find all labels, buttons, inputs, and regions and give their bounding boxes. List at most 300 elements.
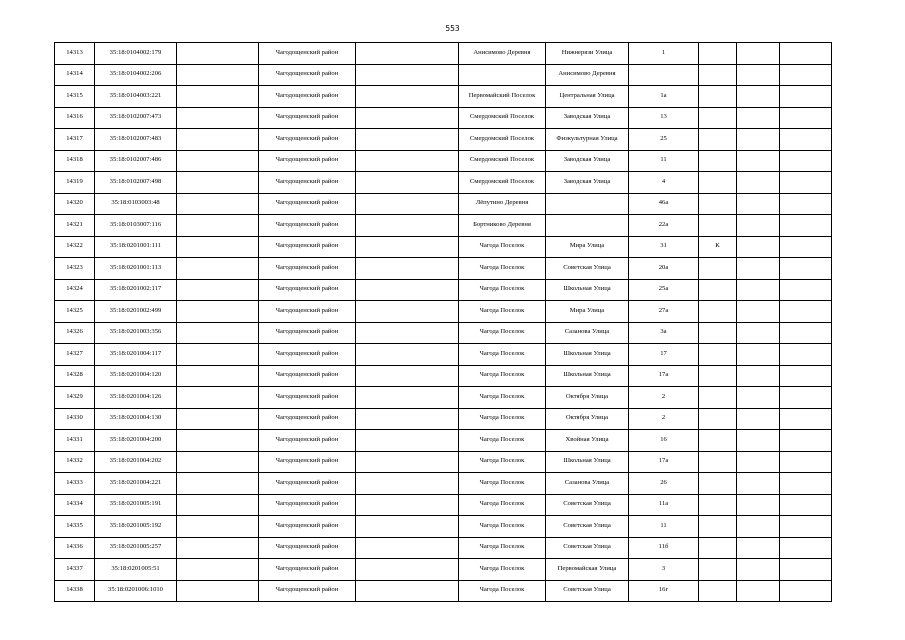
empty-cell xyxy=(356,516,459,538)
empty-cell xyxy=(177,43,259,65)
empty-cell xyxy=(356,451,459,473)
letter-cell xyxy=(699,494,737,516)
house-number-cell: 1 xyxy=(629,43,699,65)
record-number-cell: 14319 xyxy=(55,172,95,194)
street-cell: Советская Улица xyxy=(546,494,629,516)
empty-cell xyxy=(356,64,459,86)
street-cell: Заводская Улица xyxy=(546,107,629,129)
empty-cell xyxy=(780,215,832,237)
empty-cell xyxy=(737,473,780,495)
letter-cell xyxy=(699,516,737,538)
cadastral-number-cell: 35:18:0102007:498 xyxy=(95,172,177,194)
record-number-cell: 14327 xyxy=(55,344,95,366)
house-number-cell: 26 xyxy=(629,473,699,495)
record-number-cell: 14317 xyxy=(55,129,95,151)
empty-cell xyxy=(737,516,780,538)
empty-cell xyxy=(780,408,832,430)
empty-cell xyxy=(177,451,259,473)
cadastral-number-cell: 35:18:0102007:483 xyxy=(95,129,177,151)
empty-cell xyxy=(177,215,259,237)
house-number-cell: 16 xyxy=(629,430,699,452)
district-cell: Чагодощенский район xyxy=(259,537,356,559)
street-cell: Советская Улица xyxy=(546,580,629,602)
street-cell xyxy=(546,215,629,237)
district-cell: Чагодощенский район xyxy=(259,580,356,602)
empty-cell xyxy=(356,258,459,280)
district-cell: Чагодощенский район xyxy=(259,516,356,538)
table-row xyxy=(55,408,832,430)
empty-cell xyxy=(737,322,780,344)
table-row xyxy=(55,215,832,237)
empty-cell xyxy=(177,86,259,108)
letter-cell xyxy=(699,43,737,65)
letter-cell xyxy=(699,408,737,430)
record-number-cell: 14313 xyxy=(55,43,95,65)
house-number-cell: 3а xyxy=(629,322,699,344)
letter-cell xyxy=(699,193,737,215)
street-cell: Мира Улица xyxy=(546,301,629,323)
street-cell: Центральная Улица xyxy=(546,86,629,108)
street-cell: Анисимово Деревня xyxy=(546,64,629,86)
empty-cell xyxy=(737,279,780,301)
empty-cell xyxy=(737,559,780,581)
empty-cell xyxy=(356,236,459,258)
empty-cell xyxy=(737,172,780,194)
empty-cell xyxy=(780,172,832,194)
house-number-cell: 20а xyxy=(629,258,699,280)
empty-cell xyxy=(356,129,459,151)
district-cell: Чагодощенский район xyxy=(259,279,356,301)
settlement-cell: Смердомский Поселок xyxy=(459,150,546,172)
empty-cell xyxy=(356,559,459,581)
house-number-cell: 11б xyxy=(629,537,699,559)
empty-cell xyxy=(177,150,259,172)
table-row xyxy=(55,494,832,516)
street-cell: Первомайская Улица xyxy=(546,559,629,581)
empty-cell xyxy=(356,215,459,237)
record-number-cell: 14320 xyxy=(55,193,95,215)
house-number-cell: 17а xyxy=(629,451,699,473)
settlement-cell: Чагода Поселок xyxy=(459,537,546,559)
empty-cell xyxy=(780,430,832,452)
street-cell: Мира Улица xyxy=(546,236,629,258)
empty-cell xyxy=(737,236,780,258)
district-cell: Чагодощенский район xyxy=(259,129,356,151)
empty-cell xyxy=(780,236,832,258)
street-cell: Физкультурная Улица xyxy=(546,129,629,151)
empty-cell xyxy=(356,494,459,516)
district-cell: Чагодощенский район xyxy=(259,451,356,473)
settlement-cell: Смердомский Поселок xyxy=(459,129,546,151)
empty-cell xyxy=(177,430,259,452)
letter-cell xyxy=(699,473,737,495)
empty-cell xyxy=(356,279,459,301)
empty-cell xyxy=(356,301,459,323)
empty-cell xyxy=(356,43,459,65)
empty-cell xyxy=(177,365,259,387)
empty-cell xyxy=(356,430,459,452)
empty-cell xyxy=(737,301,780,323)
house-number-cell: 17 xyxy=(629,344,699,366)
empty-cell xyxy=(737,150,780,172)
letter-cell xyxy=(699,365,737,387)
street-cell: Заводская Улица xyxy=(546,172,629,194)
record-number-cell: 14321 xyxy=(55,215,95,237)
settlement-cell: Чагода Поселок xyxy=(459,494,546,516)
empty-cell xyxy=(780,559,832,581)
table-row xyxy=(55,236,832,258)
record-number-cell: 14314 xyxy=(55,64,95,86)
settlement-cell: Чагода Поселок xyxy=(459,322,546,344)
table-row xyxy=(55,43,832,65)
empty-cell xyxy=(356,193,459,215)
cadastral-number-cell: 35:18:0201006:1010 xyxy=(95,580,177,602)
letter-cell xyxy=(699,64,737,86)
cadastral-number-cell: 35:18:0201004:221 xyxy=(95,473,177,495)
letter-cell xyxy=(699,107,737,129)
empty-cell xyxy=(780,64,832,86)
letter-cell xyxy=(699,580,737,602)
cadastral-number-cell: 35:18:0104003:221 xyxy=(95,86,177,108)
empty-cell xyxy=(737,430,780,452)
empty-cell xyxy=(780,537,832,559)
settlement-cell: Чагода Поселок xyxy=(459,344,546,366)
house-number-cell: 46а xyxy=(629,193,699,215)
district-cell: Чагодощенский район xyxy=(259,365,356,387)
district-cell: Чагодощенский район xyxy=(259,344,356,366)
cadastral-number-cell: 35:18:0201004:117 xyxy=(95,344,177,366)
record-number-cell: 14326 xyxy=(55,322,95,344)
record-number-cell: 14333 xyxy=(55,473,95,495)
street-cell: Школьная Улица xyxy=(546,365,629,387)
settlement-cell: Чагода Поселок xyxy=(459,236,546,258)
empty-cell xyxy=(737,344,780,366)
letter-cell xyxy=(699,559,737,581)
district-cell: Чагодощенский район xyxy=(259,172,356,194)
house-number-cell: 27а xyxy=(629,301,699,323)
empty-cell xyxy=(737,387,780,409)
settlement-cell: Смердомский Поселок xyxy=(459,107,546,129)
empty-cell xyxy=(780,516,832,538)
record-number-cell: 14331 xyxy=(55,430,95,452)
district-cell: Чагодощенский район xyxy=(259,236,356,258)
empty-cell xyxy=(356,537,459,559)
house-number-cell: 11 xyxy=(629,150,699,172)
district-cell: Чагодощенский район xyxy=(259,150,356,172)
letter-cell xyxy=(699,322,737,344)
empty-cell xyxy=(356,86,459,108)
table-row xyxy=(55,580,832,602)
street-cell: Школьная Улица xyxy=(546,279,629,301)
district-cell: Чагодощенский район xyxy=(259,215,356,237)
settlement-cell: Чагода Поселок xyxy=(459,451,546,473)
street-cell: Хвойная Улица xyxy=(546,430,629,452)
empty-cell xyxy=(780,301,832,323)
table-row xyxy=(55,129,832,151)
registry-table xyxy=(54,42,832,602)
record-number-cell: 14324 xyxy=(55,279,95,301)
letter-cell xyxy=(699,301,737,323)
empty-cell xyxy=(780,322,832,344)
empty-cell xyxy=(356,580,459,602)
empty-cell xyxy=(177,258,259,280)
street-cell: Нижнерязи Улица xyxy=(546,43,629,65)
letter-cell xyxy=(699,150,737,172)
table-row xyxy=(55,537,832,559)
house-number-cell: 11 xyxy=(629,516,699,538)
district-cell: Чагодощенский район xyxy=(259,408,356,430)
letter-cell xyxy=(699,279,737,301)
table-row xyxy=(55,258,832,280)
empty-cell xyxy=(177,301,259,323)
empty-cell xyxy=(780,86,832,108)
cadastral-number-cell: 35:18:0201004:126 xyxy=(95,387,177,409)
record-number-cell: 14338 xyxy=(55,580,95,602)
settlement-cell: Смердомский Поселок xyxy=(459,172,546,194)
street-cell xyxy=(546,193,629,215)
record-number-cell: 14334 xyxy=(55,494,95,516)
settlement-cell: Чагода Поселок xyxy=(459,580,546,602)
street-cell: Школьная Улица xyxy=(546,451,629,473)
record-number-cell: 14336 xyxy=(55,537,95,559)
district-cell: Чагодощенский район xyxy=(259,430,356,452)
record-number-cell: 14335 xyxy=(55,516,95,538)
settlement-cell: Чагода Поселок xyxy=(459,387,546,409)
page-number: 553 xyxy=(445,24,460,33)
empty-cell xyxy=(737,494,780,516)
empty-cell xyxy=(737,537,780,559)
settlement-cell: Чагода Поселок xyxy=(459,408,546,430)
district-cell: Чагодощенский район xyxy=(259,494,356,516)
empty-cell xyxy=(737,365,780,387)
settlement-cell: Чагода Поселок xyxy=(459,559,546,581)
district-cell: Чагодощенский район xyxy=(259,86,356,108)
empty-cell xyxy=(737,107,780,129)
house-number-cell: 11а xyxy=(629,494,699,516)
empty-cell xyxy=(177,344,259,366)
empty-cell xyxy=(780,279,832,301)
cadastral-number-cell: 35:18:0201005:191 xyxy=(95,494,177,516)
empty-cell xyxy=(780,193,832,215)
cadastral-number-cell: 35:18:0102007:473 xyxy=(95,107,177,129)
district-cell: Чагодощенский район xyxy=(259,43,356,65)
settlement-cell: Лёпутино Деревня xyxy=(459,193,546,215)
street-cell: Сазанова Улица xyxy=(546,322,629,344)
letter-cell xyxy=(699,537,737,559)
cadastral-number-cell: 35:18:0201001:111 xyxy=(95,236,177,258)
house-number-cell: 2 xyxy=(629,387,699,409)
district-cell: Чагодощенский район xyxy=(259,107,356,129)
table-row xyxy=(55,193,832,215)
house-number-cell: 22а xyxy=(629,215,699,237)
cadastral-number-cell: 35:18:0201002:499 xyxy=(95,301,177,323)
settlement-cell: Первомайский Поселок xyxy=(459,86,546,108)
letter-cell xyxy=(699,86,737,108)
empty-cell xyxy=(737,258,780,280)
district-cell: Чагодощенский район xyxy=(259,322,356,344)
house-number-cell: 1а xyxy=(629,86,699,108)
table-row xyxy=(55,559,832,581)
street-cell: Советская Улица xyxy=(546,537,629,559)
settlement-cell: Чагода Поселок xyxy=(459,516,546,538)
cadastral-number-cell: 35:18:0103003:48 xyxy=(95,193,177,215)
table-row xyxy=(55,344,832,366)
settlement-cell: Бортниково Деревня xyxy=(459,215,546,237)
settlement-cell: Чагода Поселок xyxy=(459,301,546,323)
empty-cell xyxy=(780,107,832,129)
table-row xyxy=(55,64,832,86)
empty-cell xyxy=(177,580,259,602)
empty-cell xyxy=(780,150,832,172)
letter-cell xyxy=(699,215,737,237)
settlement-cell xyxy=(459,64,546,86)
cadastral-number-cell: 35:18:0201005:51 xyxy=(95,559,177,581)
empty-cell xyxy=(356,107,459,129)
empty-cell xyxy=(737,64,780,86)
empty-cell xyxy=(780,473,832,495)
record-number-cell: 14328 xyxy=(55,365,95,387)
district-cell: Чагодощенский район xyxy=(259,301,356,323)
empty-cell xyxy=(780,580,832,602)
street-cell: Школьная Улица xyxy=(546,344,629,366)
table-row xyxy=(55,107,832,129)
empty-cell xyxy=(780,43,832,65)
cadastral-number-cell: 35:18:0201004:202 xyxy=(95,451,177,473)
record-number-cell: 14315 xyxy=(55,86,95,108)
empty-cell xyxy=(737,43,780,65)
house-number-cell: 25 xyxy=(629,129,699,151)
empty-cell xyxy=(780,129,832,151)
cadastral-number-cell: 35:18:0201005:192 xyxy=(95,516,177,538)
cadastral-number-cell: 35:18:0201002:117 xyxy=(95,279,177,301)
empty-cell xyxy=(177,279,259,301)
empty-cell xyxy=(177,408,259,430)
table-row xyxy=(55,473,832,495)
empty-cell xyxy=(177,494,259,516)
table-row xyxy=(55,430,832,452)
empty-cell xyxy=(780,344,832,366)
table-row xyxy=(55,451,832,473)
empty-cell xyxy=(177,107,259,129)
house-number-cell: 16г xyxy=(629,580,699,602)
settlement-cell: Чагода Поселок xyxy=(459,473,546,495)
table-row xyxy=(55,516,832,538)
district-cell: Чагодощенский район xyxy=(259,64,356,86)
empty-cell xyxy=(356,387,459,409)
empty-cell xyxy=(780,365,832,387)
table-row xyxy=(55,150,832,172)
letter-cell xyxy=(699,129,737,151)
cadastral-number-cell: 35:18:0201001:113 xyxy=(95,258,177,280)
cadastral-number-cell: 35:18:0103007:116 xyxy=(95,215,177,237)
district-cell: Чагодощенский район xyxy=(259,559,356,581)
settlement-cell: Чагода Поселок xyxy=(459,430,546,452)
house-number-cell xyxy=(629,64,699,86)
empty-cell xyxy=(356,473,459,495)
empty-cell xyxy=(177,322,259,344)
district-cell: Чагодощенский район xyxy=(259,473,356,495)
cadastral-number-cell: 35:18:0201003:356 xyxy=(95,322,177,344)
settlement-cell: Чагода Поселок xyxy=(459,279,546,301)
empty-cell xyxy=(737,193,780,215)
empty-cell xyxy=(177,193,259,215)
record-number-cell: 14318 xyxy=(55,150,95,172)
empty-cell xyxy=(177,516,259,538)
settlement-cell: Чагода Поселок xyxy=(459,258,546,280)
table-row xyxy=(55,387,832,409)
settlement-cell: Чагода Поселок xyxy=(459,365,546,387)
empty-cell xyxy=(780,451,832,473)
street-cell: Октября Улица xyxy=(546,408,629,430)
record-number-cell: 14323 xyxy=(55,258,95,280)
cadastral-number-cell: 35:18:0201004:200 xyxy=(95,430,177,452)
street-cell: Советская Улица xyxy=(546,258,629,280)
empty-cell xyxy=(737,580,780,602)
letter-cell xyxy=(699,258,737,280)
record-number-cell: 14332 xyxy=(55,451,95,473)
letter-cell xyxy=(699,344,737,366)
district-cell: Чагодощенский район xyxy=(259,387,356,409)
empty-cell xyxy=(356,365,459,387)
empty-cell xyxy=(737,451,780,473)
house-number-cell: 3 xyxy=(629,559,699,581)
record-number-cell: 14329 xyxy=(55,387,95,409)
record-number-cell: 14330 xyxy=(55,408,95,430)
house-number-cell: 2 xyxy=(629,408,699,430)
empty-cell xyxy=(737,215,780,237)
table-row xyxy=(55,301,832,323)
empty-cell xyxy=(356,172,459,194)
settlement-cell: Анисимово Деревня xyxy=(459,43,546,65)
letter-cell xyxy=(699,451,737,473)
table-row xyxy=(55,172,832,194)
letter-cell xyxy=(699,172,737,194)
table-row xyxy=(55,365,832,387)
empty-cell xyxy=(356,150,459,172)
empty-cell xyxy=(177,473,259,495)
district-cell: Чагодощенский район xyxy=(259,258,356,280)
street-cell: Советская Улица xyxy=(546,516,629,538)
record-number-cell: 14322 xyxy=(55,236,95,258)
empty-cell xyxy=(177,559,259,581)
table-row xyxy=(55,322,832,344)
letter-cell: К xyxy=(699,236,737,258)
empty-cell xyxy=(780,494,832,516)
letter-cell xyxy=(699,387,737,409)
house-number-cell: 25а xyxy=(629,279,699,301)
empty-cell xyxy=(780,258,832,280)
empty-cell xyxy=(177,537,259,559)
table-row xyxy=(55,86,832,108)
cadastral-number-cell: 35:18:0201005:257 xyxy=(95,537,177,559)
house-number-cell: 4 xyxy=(629,172,699,194)
empty-cell xyxy=(177,236,259,258)
cadastral-number-cell: 35:18:0102007:486 xyxy=(95,150,177,172)
cadastral-number-cell: 35:18:0201004:120 xyxy=(95,365,177,387)
empty-cell xyxy=(737,408,780,430)
record-number-cell: 14325 xyxy=(55,301,95,323)
house-number-cell: 13 xyxy=(629,107,699,129)
record-number-cell: 14337 xyxy=(55,559,95,581)
empty-cell xyxy=(177,387,259,409)
letter-cell xyxy=(699,430,737,452)
empty-cell xyxy=(780,387,832,409)
empty-cell xyxy=(737,129,780,151)
house-number-cell: 17а xyxy=(629,365,699,387)
cadastral-number-cell: 35:18:0104002:206 xyxy=(95,64,177,86)
street-cell: Заводская Улица xyxy=(546,150,629,172)
empty-cell xyxy=(737,86,780,108)
